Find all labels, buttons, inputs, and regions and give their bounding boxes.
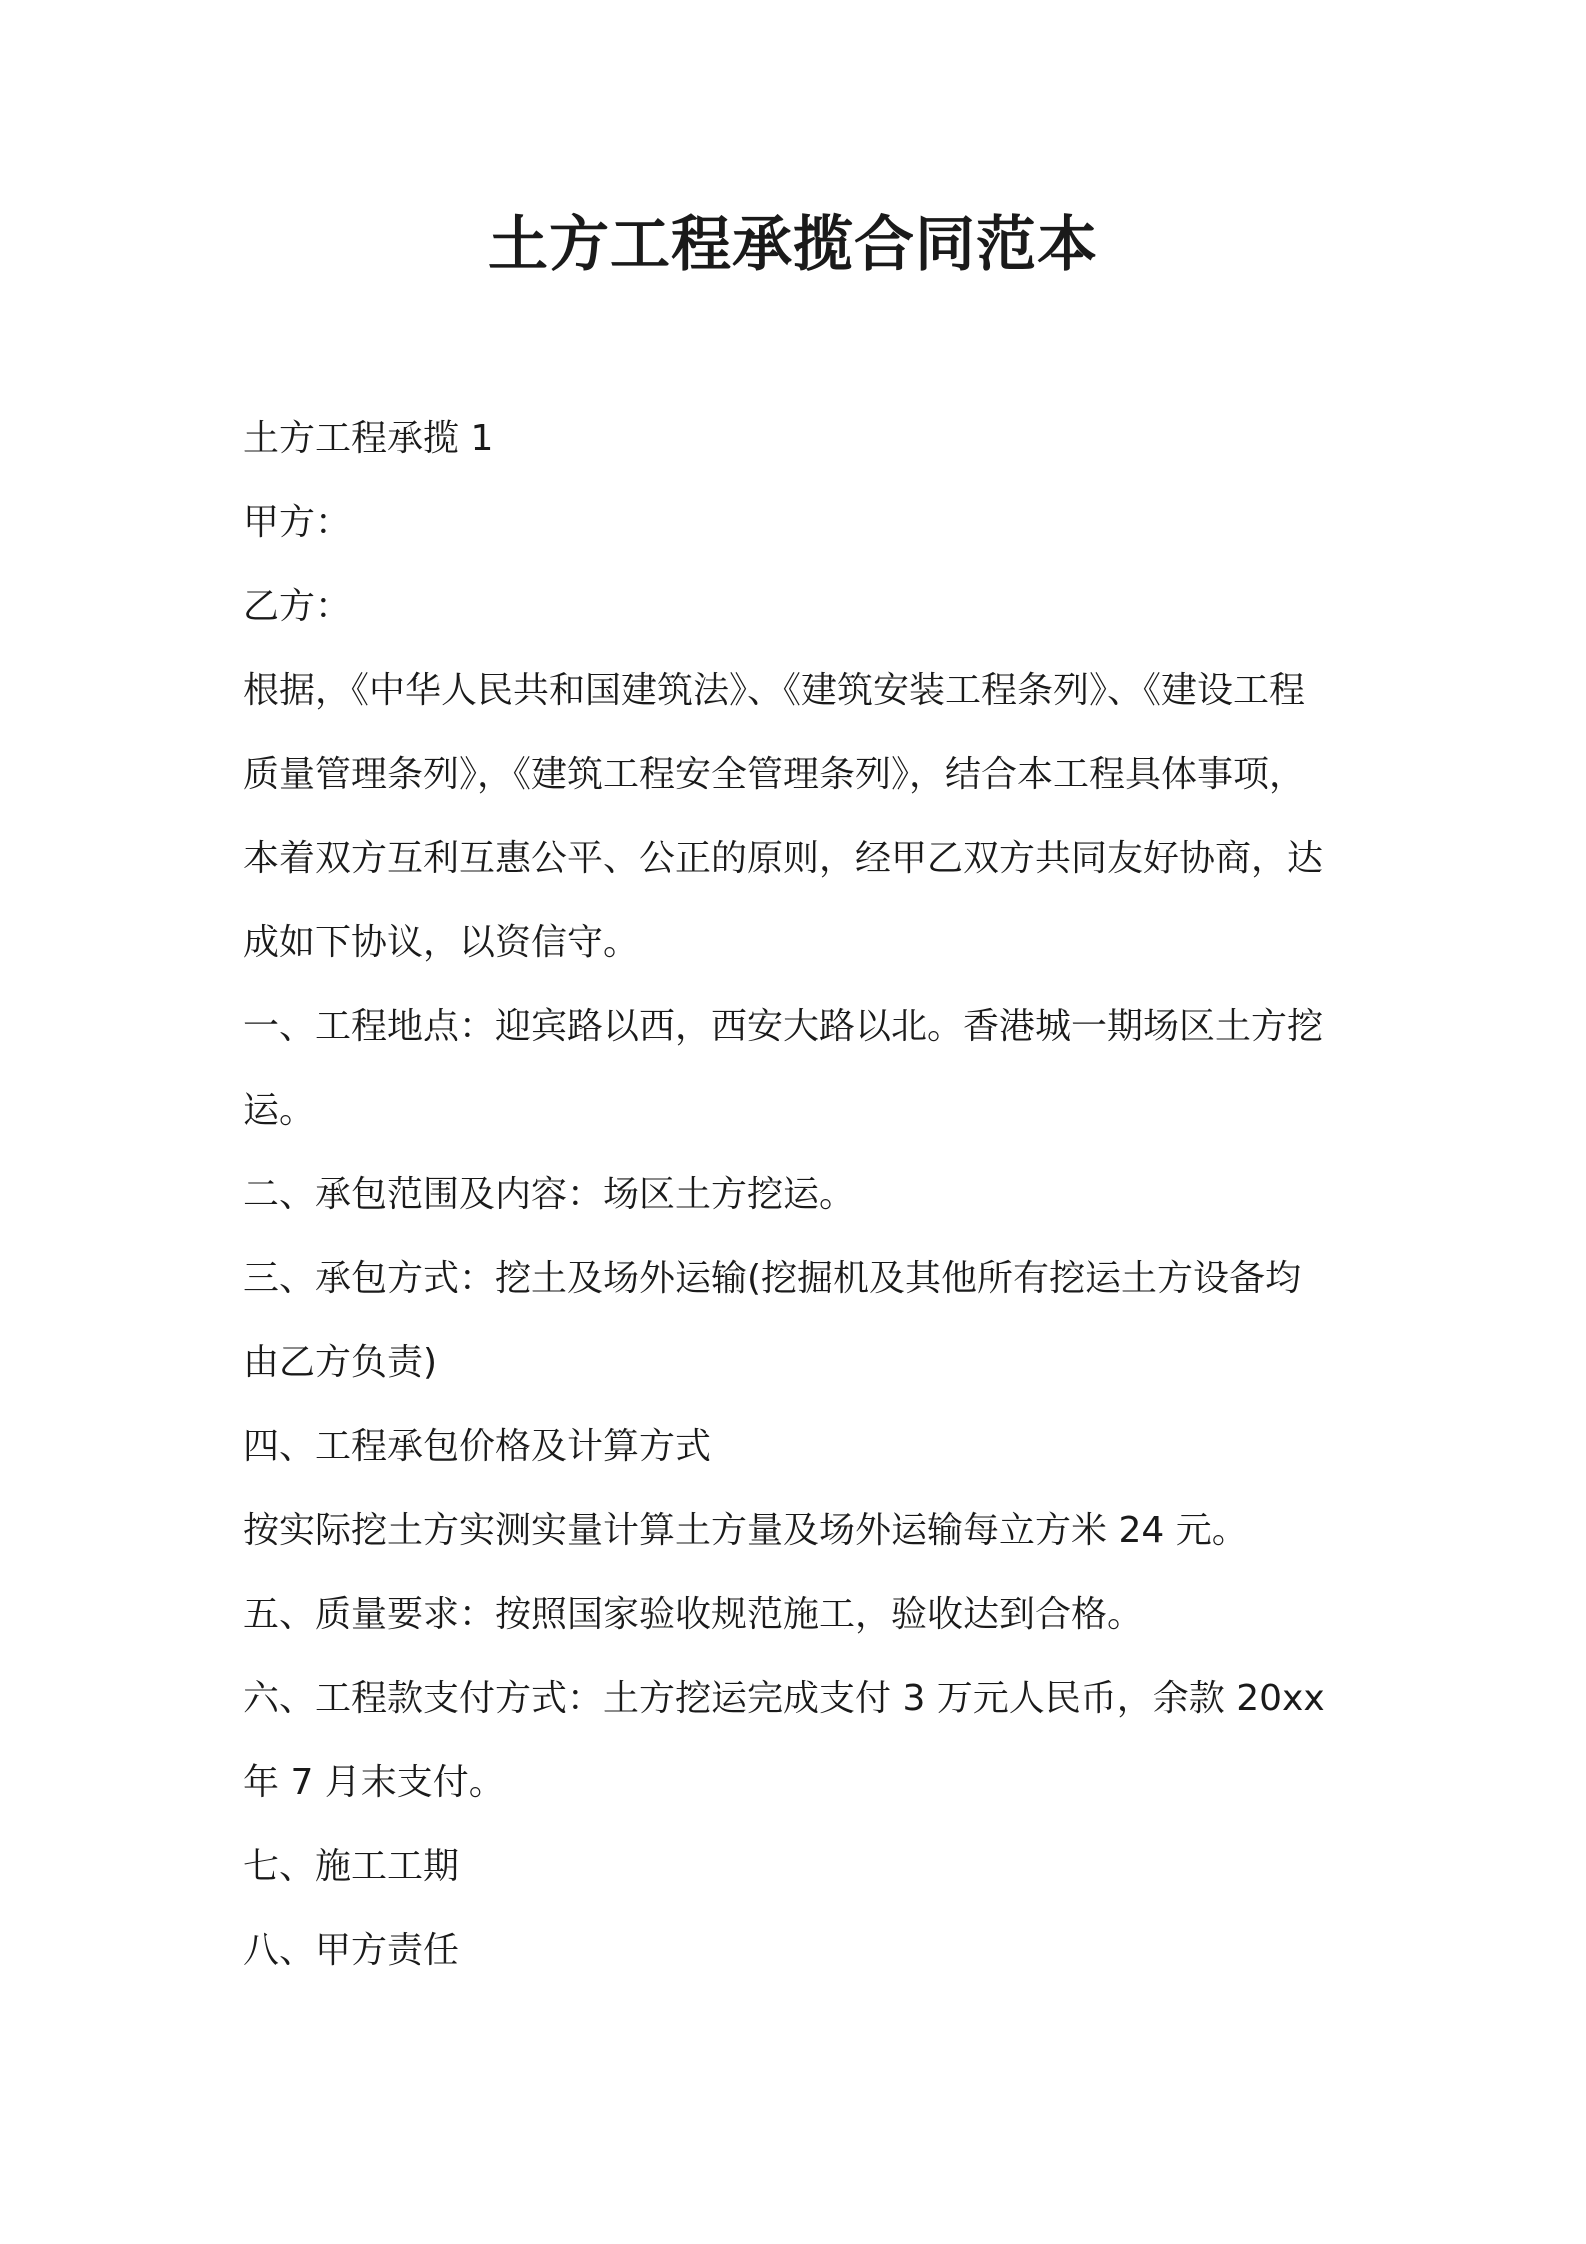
section-heading: 土方工程承揽 1 [243, 418, 494, 459]
clause-6-line-2: 年 7 月末支付。 [243, 1762, 505, 1803]
preamble-line-3: 本着双方互利互惠公平、公正的原则，经甲乙双方共同友好协商，达 [243, 838, 1324, 879]
clause-4-heading: 四、工程承包价格及计算方式 [243, 1426, 712, 1467]
preamble-line-4: 成如下协议，以资信守。 [243, 922, 640, 963]
clause-1-line-1: 一、工程地点：迎宾路以西，西安大路以北。香港城一期场区土方挖 [243, 1006, 1324, 1047]
preamble-line-1: 根据，《中华人民共和国建筑法》、《建筑安装工程条列》、《建设工程 [243, 670, 1306, 711]
clause-1-line-2: 运。 [243, 1090, 316, 1131]
clause-8: 八、甲方责任 [243, 1930, 460, 1971]
document-body [243, 397, 1363, 1993]
clause-5: 五、质量要求：按照国家验收规范施工，验收达到合格。 [243, 1594, 1144, 1635]
document-title: 土方工程承揽合同范本 [488, 210, 1098, 280]
clause-6-line-1: 六、工程款支付方式：土方挖运完成支付 3 万元人民币，余款 20xx [243, 1678, 1325, 1719]
party-a-line: 甲方： [243, 502, 352, 543]
clause-3-line-1: 三、承包方式：挖土及场外运输(挖掘机及其他所有挖运土方设备均 [243, 1258, 1302, 1299]
clause-4-body: 按实际挖土方实测实量计算土方量及场外运输每立方米 24 元。 [243, 1510, 1248, 1551]
party-b-line: 乙方： [243, 586, 352, 627]
clause-2: 二、承包范围及内容：场区土方挖运。 [243, 1174, 856, 1215]
clause-3-line-2: 由乙方负责) [243, 1342, 438, 1383]
preamble-line-2: 质量管理条列》，《建筑工程安全管理条列》，结合本工程具体事项， [243, 754, 1306, 795]
clause-7: 七、施工工期 [243, 1846, 460, 1887]
